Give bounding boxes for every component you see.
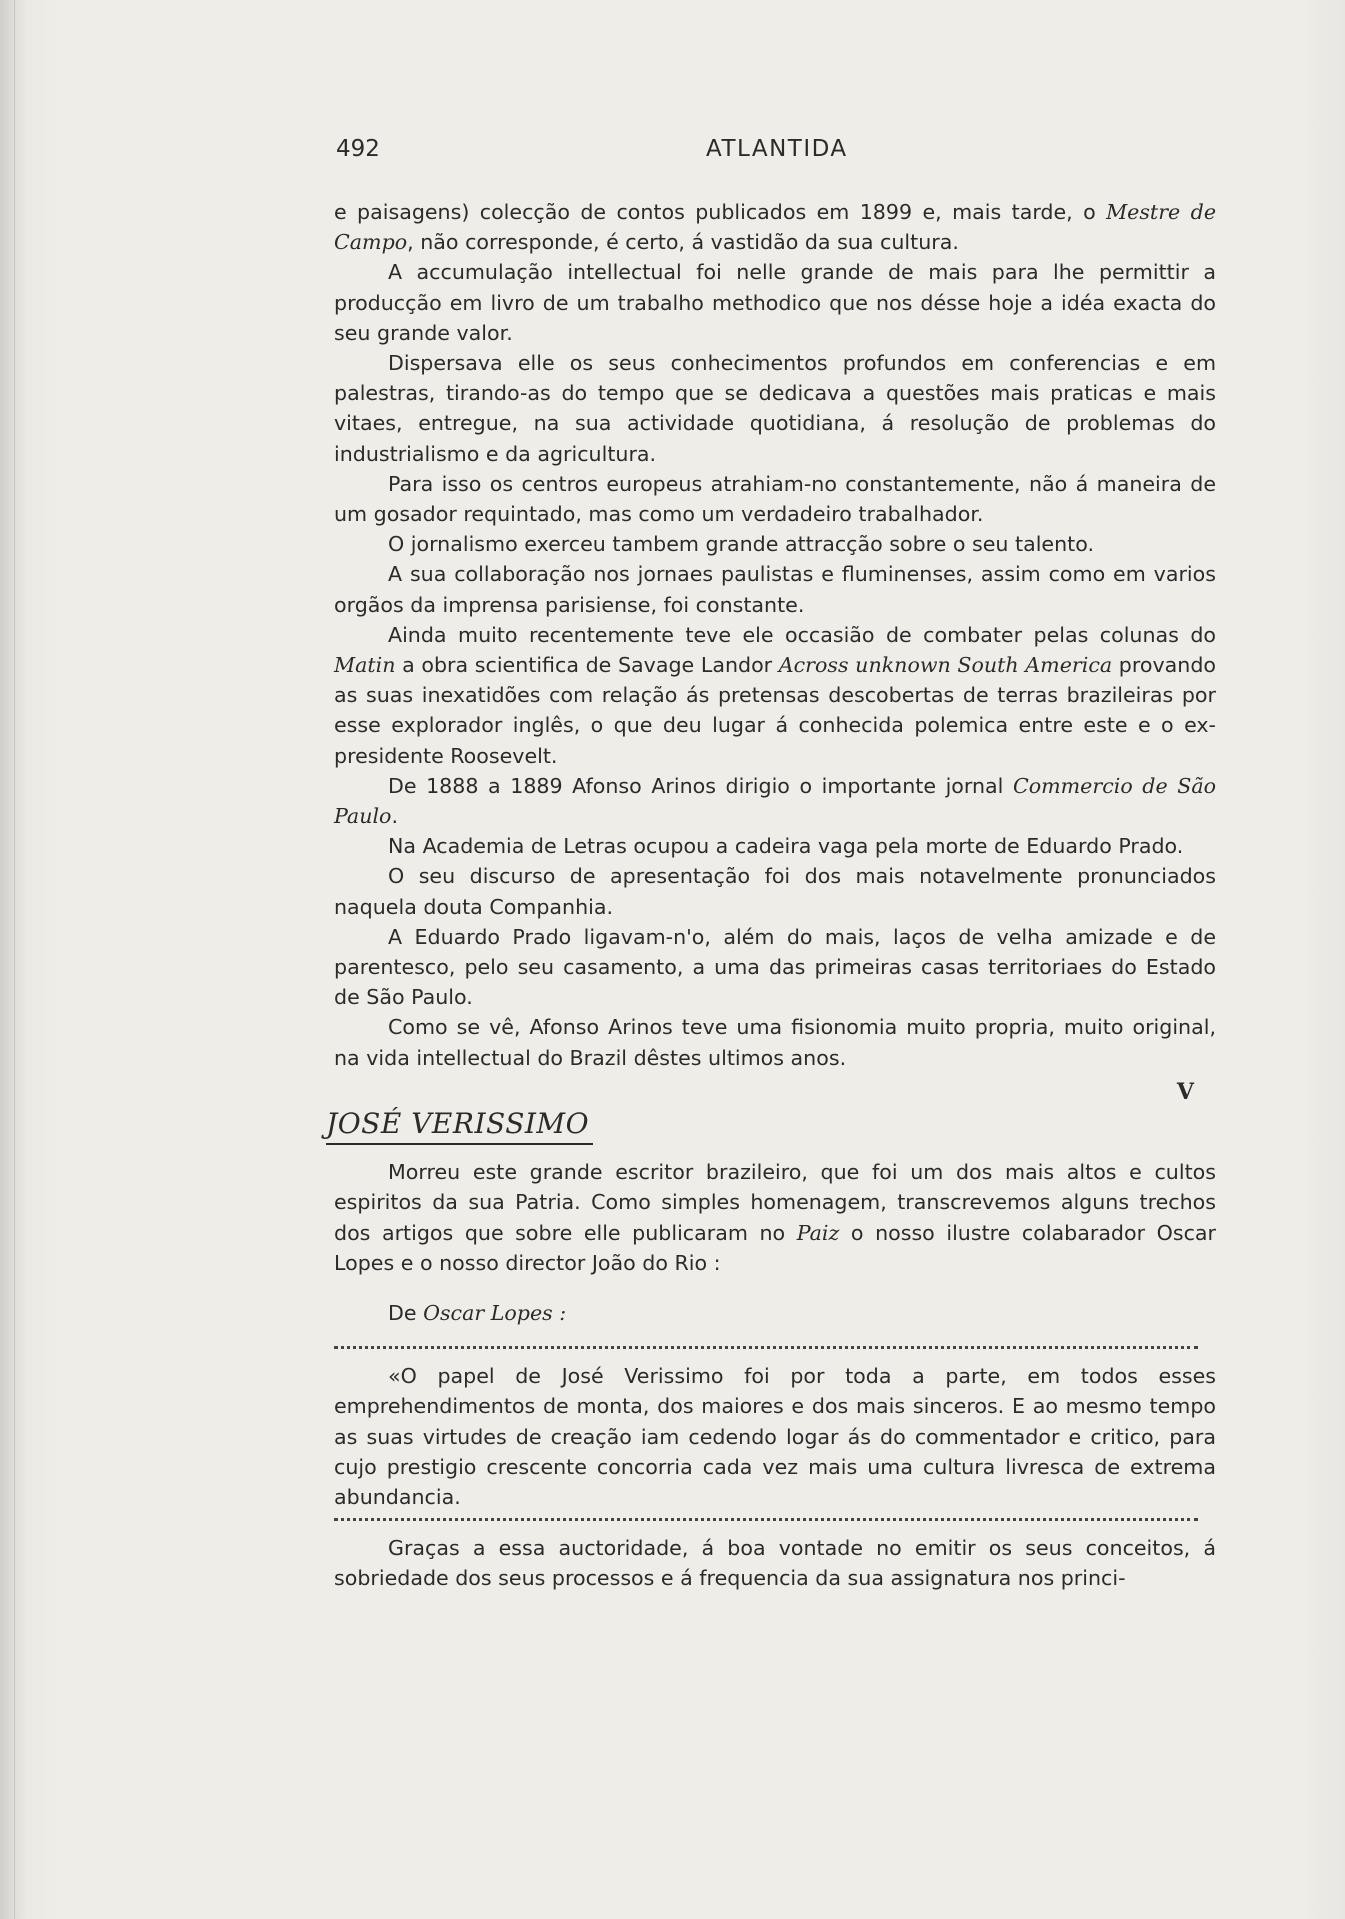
- page-gutter: [14, 0, 25, 1919]
- text-run: , não corresponde, é certo, á vastidão da sua cultura.: [407, 230, 959, 255]
- paragraph: [334, 771, 1216, 831]
- text-run: e paisagens) colecção de contos publicados em 1899 e, mais tarde, o: [334, 200, 1107, 224]
- paragraph: [334, 1157, 1216, 1278]
- running-title: ATLANTIDA: [706, 136, 848, 162]
- quotation: «O papel de José Verissimo foi por toda a parte, em todos esses emprehendimentos de monta, dos maiores e dos mais sinceros. E ao mesmo tempo as suas virtudes de creação iam cedendo logar ás do commentador e critico, para cujo prestigio crescente concorria cada vez mais uma cultura livresca de extrema abundancia.: [334, 1364, 1216, 1509]
- paragraph: Na Academia de Letras ocupou a cadeira vaga pela morte de Eduardo Prado.: [388, 834, 1184, 859]
- section-numeral: V: [1176, 1078, 1194, 1105]
- paragraph: [334, 197, 1216, 257]
- paragraph: A Eduardo Prado ligavam-n'o, além do mais, laços de velha amizade e de parentesco, pelo seu casamento, a uma das primeiras casas territoriaes do Estado de São Paulo.: [334, 924, 1216, 1010]
- book-title: Mestre de Campo: [334, 200, 1216, 255]
- ellipsis-divider: [334, 1514, 1198, 1521]
- text-run: o nosso ilustre colabarador Oscar Lopes e o nosso director João do Rio :: [334, 1220, 1216, 1275]
- page-number: 492: [336, 136, 380, 162]
- text-run: Morreu este grande escritor brazileiro, que foi um dos mais altos e cultos espiritos da sua Patria. Como simples homenagem, transcrevemos alguns trechos dos artigos que sobre elle publicaram no: [334, 1160, 1216, 1245]
- text-run: De: [388, 1300, 424, 1325]
- text-run: Ainda muito recentemente teve ele occasião de combater pelas colunas do: [388, 622, 1216, 647]
- body-text: [326, 197, 1216, 1594]
- paragraph: A sua collaboração nos jornaes paulistas e fluminenses, assim como em varios orgãos da imprensa parisiense, foi constante.: [334, 562, 1216, 617]
- page-header: [336, 136, 1206, 170]
- paragraph: O seu discurso de apresentação foi dos mais notavelmente pronunciados naquela douta Companhia.: [334, 864, 1216, 919]
- author-name: Oscar Lopes :: [423, 1300, 567, 1325]
- quotation: Graças a essa auctoridade, á boa vontade no emitir os seus conceitos, á sobriedade dos seus processos e á frequencia da sua assignatura nos princi-: [334, 1536, 1216, 1591]
- ellipsis-divider: [334, 1342, 1198, 1349]
- paragraph: Dispersava elle os seus conhecimentos profundos em conferencias e em palestras, tirando-as do tempo que se dedicava a questões mais praticas e mais vitaes, entregue, na sua actividade quotidiana, á resolução de problemas do industrialismo e da agricultura.: [334, 351, 1216, 466]
- newspaper-title: Paiz: [796, 1220, 840, 1245]
- text-run: a obra scientifica de Savage Landor: [395, 653, 779, 678]
- paragraph: Para isso os centros europeus atrahiam-no constantemente, não á maneira de um gosador requintado, mas como um verdadeiro trabalhador.: [334, 471, 1216, 527]
- quote-source: [334, 1298, 1216, 1328]
- newspaper-title: Matin: [334, 653, 396, 678]
- newspaper-title: Commercio de São Paulo: [334, 773, 1216, 829]
- text-run: De 1888 a 1889 Afonso Arinos dirigio o importante jornal: [388, 773, 1013, 798]
- text-run: provando as suas inexatidões com relação ás pretensas descobertas de terras brazileiras por esse explorador inglês, o que deu lugar á conhecida polemica entre este e o ex-presidente Roosevelt.: [334, 653, 1216, 768]
- paragraph: O jornalismo exerceu tambem grande attracção sobre o seu talento.: [388, 532, 1095, 557]
- paragraph: Como se vê, Afonso Arinos teve uma fisionomia muito propria, muito original, na vida intellectual do Brazil dêstes ultimos anos.: [334, 1015, 1216, 1070]
- paragraph: [334, 620, 1216, 771]
- text-run: .: [391, 804, 399, 829]
- section-title: JOSÉ VERISSIMO: [326, 1105, 593, 1145]
- paragraph: A accumulação intellectual foi nelle grande de mais para lhe permittir a producção em livro de um trabalho methodico que nos désse hoje a idéa exacta do seu grande valor.: [334, 260, 1216, 345]
- book-title: Across unknown South America: [778, 653, 1113, 678]
